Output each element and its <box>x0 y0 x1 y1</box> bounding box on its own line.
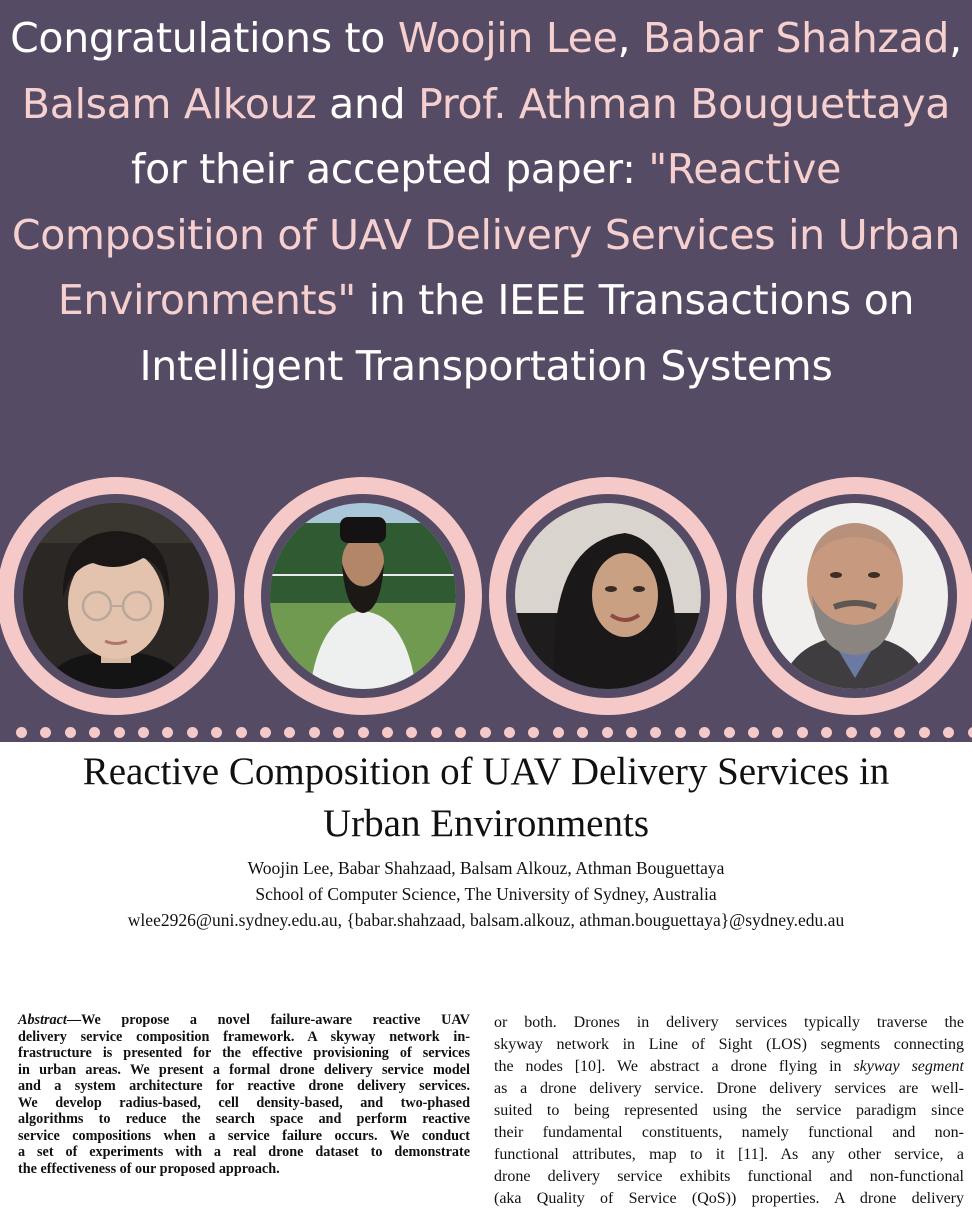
divider-dot <box>553 727 564 738</box>
paper-affiliation: School of Computer Science, The University of Sydney, Australia <box>255 884 717 904</box>
body-line: functional attributes, map to it [11]. As any other service, a <box>494 1146 964 1163</box>
body-line <box>494 1056 964 1078</box>
portrait-photo-icon <box>270 503 456 689</box>
paper-title <box>0 746 972 850</box>
abstract-line: and a system architecture for reactive drone delivery services. <box>18 1078 470 1094</box>
portrait-babar-shahzad <box>244 477 482 715</box>
divider-dot <box>162 727 173 738</box>
divider-dot <box>772 727 783 738</box>
body-line: or both. Drones in delivery services typically traverse the <box>494 1014 964 1031</box>
portrait-woojin-lee <box>0 477 235 715</box>
divider-dot <box>504 727 515 738</box>
abstract-line: We develop radius-based, cell density-based, and two-phased <box>18 1094 470 1111</box>
body-line: (aka Quality of Service (QoS)) properties. A drone delivery <box>494 1190 964 1207</box>
headline-middle: for their accepted paper: <box>130 145 649 193</box>
body-italic-term: skyway segment <box>853 1058 964 1075</box>
paper-body-column <box>494 1012 964 1210</box>
divider-dot <box>919 727 930 738</box>
body-line: suited to being represented using the service paradigm since <box>494 1102 964 1119</box>
abstract-line: algorithms to reduce the search space and perform reactive <box>18 1111 470 1127</box>
abstract-line: a set of experiments with a real drone dataset to demonstrate <box>18 1144 470 1160</box>
headline-suffix: in the IEEE Transactions on Intelligent Transportation Systems <box>139 276 915 390</box>
separator: , <box>949 14 962 62</box>
paper-abstract <box>18 1012 470 1177</box>
divider-dot <box>260 727 271 738</box>
author-name-1: Woojin Lee <box>397 14 618 62</box>
divider-dot <box>675 727 686 738</box>
divider-dot <box>187 727 198 738</box>
headline-prefix: Congratulations to <box>10 14 398 62</box>
divider-dot <box>89 727 100 738</box>
divider-dot <box>528 727 539 738</box>
portrait-balsam-alkouz <box>489 477 727 715</box>
divider-dot <box>40 727 51 738</box>
divider-dot <box>309 727 320 738</box>
dot-divider <box>0 727 972 739</box>
author-name-4: Prof. Athman Bouguettaya <box>418 79 951 128</box>
body-line: their fundamental constituents, namely functional and non- <box>494 1124 964 1141</box>
divider-dot <box>650 727 661 738</box>
body-text: the nodes [10]. We abstract a drone flying in <box>494 1058 854 1075</box>
body-line: as a drone delivery service. Drone delivery services are well- <box>494 1080 964 1097</box>
divider-dot <box>870 727 881 738</box>
divider-dot <box>16 727 27 738</box>
portrait-athman-bouguettaya <box>736 477 972 715</box>
divider-dot <box>480 727 491 738</box>
divider-dot <box>602 727 613 738</box>
paper-excerpt <box>0 742 972 1207</box>
divider-dot <box>406 727 417 738</box>
abstract-line: frastructure is presented for the effective provisioning of services <box>18 1045 470 1061</box>
divider-dot <box>821 727 832 738</box>
body-line: skyway network in Line of Sight (LOS) segments connecting <box>494 1036 964 1053</box>
divider-dot <box>797 727 808 738</box>
paper-title-line-1: Reactive Composition of UAV Delivery Services in <box>82 750 890 793</box>
divider-dot <box>236 727 247 738</box>
divider-dot <box>382 727 393 738</box>
portrait-photo-icon <box>23 503 209 689</box>
abstract-line: —We propose a novel failure-aware reactive UAV <box>66 1012 470 1028</box>
separator: , <box>617 14 643 62</box>
paper-title-line-2: Urban Environments <box>322 802 649 845</box>
abstract-label: Abstract <box>18 1012 67 1028</box>
author-name-2: Babar Shahzad <box>642 14 950 62</box>
divider-dot <box>724 727 735 738</box>
divider-dot <box>748 727 759 738</box>
divider-dot <box>358 727 369 738</box>
divider-dot <box>431 727 442 738</box>
divider-dot <box>846 727 857 738</box>
divider-dot <box>894 727 905 738</box>
divider-dot <box>699 727 710 738</box>
divider-dot <box>577 727 588 738</box>
abstract-line: service compositions when a service failure occurs. We conduct <box>18 1127 470 1144</box>
divider-dot <box>943 727 954 738</box>
announcement-headline <box>10 6 962 399</box>
author-name-3: Balsam Alkouz <box>21 79 317 128</box>
portrait-photo-icon <box>515 503 701 689</box>
divider-dot <box>455 727 466 738</box>
divider-dot <box>968 727 972 738</box>
portrait-photo-icon <box>762 503 948 689</box>
paper-emails: wlee2926@uni.sydney.edu.au, {babar.shahzaad, balsam.alkouz, athman.bouguettaya}@sydney.edu.au <box>127 910 845 930</box>
abstract-line: delivery service composition framework. A skyway network in- <box>18 1028 470 1045</box>
divider-dot <box>114 727 125 738</box>
divider-dot <box>211 727 222 738</box>
abstract-line: in urban areas. We present a formal drone delivery service model <box>18 1061 470 1078</box>
body-line: drone delivery service exhibits functional and non-functional <box>494 1168 964 1185</box>
paper-title-quote: "Reactive Composition of UAV Delivery Services in Urban Environments" <box>11 145 961 324</box>
abstract-line: the effectiveness of our proposed approach. <box>18 1160 280 1177</box>
paper-authors: Woojin Lee, Babar Shahzaad, Balsam Alkouz, Athman Bouguettaya <box>247 858 725 878</box>
conjunction: and <box>316 79 419 128</box>
divider-dot <box>138 727 149 738</box>
divider-dot <box>284 727 295 738</box>
divider-dot <box>626 727 637 738</box>
divider-dot <box>333 727 344 738</box>
divider-dot <box>65 727 76 738</box>
